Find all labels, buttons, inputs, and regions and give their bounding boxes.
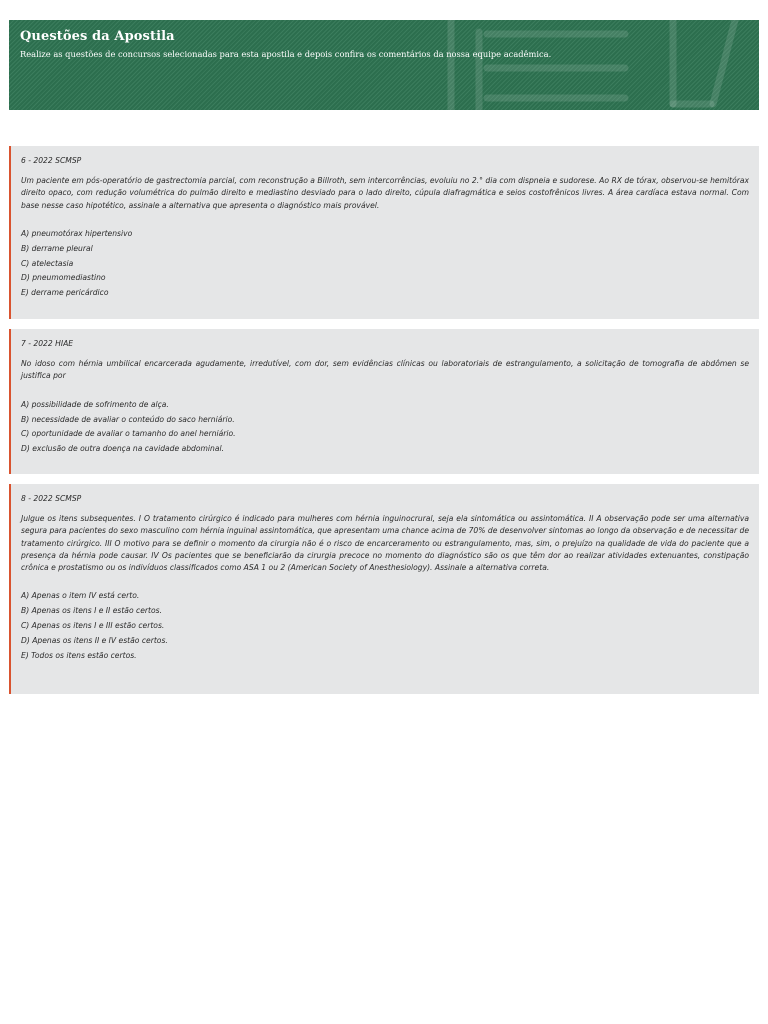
banner-decoration — [429, 20, 759, 110]
answer-option[interactable]: B) Apenas os itens I e II estão certos. — [21, 606, 162, 616]
answer-option[interactable]: C) oportunidade de avaliar o tamanho do anel herniário. — [21, 429, 236, 439]
answer-option[interactable]: A) pneumotórax hipertensivo — [21, 228, 133, 238]
question-statement: No idoso com hérnia umbilical encarcerada agudamente, irredutível, com dor, sem evidências clínicas ou laboratoriais de estrangulamento, a solicitação de tomografia de abdômen se justifica por — [21, 359, 749, 381]
question-card — [9, 146, 759, 319]
answer-option[interactable]: D) pneumomediastino — [21, 273, 106, 283]
answer-option[interactable]: D) exclusão de outra doença na cavidade abdominal. — [21, 444, 225, 454]
question-card — [9, 329, 759, 474]
answer-option[interactable]: B) derrame pleural — [21, 243, 93, 253]
page-title: Questões da Apostila — [20, 29, 175, 44]
question-statement: Julgue os itens subsequentes. I O tratamento cirúrgico é indicado para mulheres com hérnia inguinocrural, seja ela sintomática ou assintomática. II A observação pode ser uma alternativa segura para pacientes do sexo masculino com hérnia inguinal assintomática, que apresentam uma chance acima de 70% de desenvolver sintomas ao longo da observação e de necessitar de tratamento cirúrgico. III O motivo para se definir o momento da cirurgia não é o risco de encarceramento ou estrangulamento, mas, sim, o prejuízo na qualidade de vida do paciente que a presença da hérnia pode causar. IV Os pacientes que se beneficiarão da cirurgia precoce no momento do diagnóstico são os que têm dor ao realizar atividades extenuantes, constipação crônica e prostatismo ou os indivíduos classificados como ASA 1 ou 2 (American Society of Anesthesiology). Assinale a alternativa correta. — [21, 514, 749, 573]
answer-option[interactable]: C) Apenas os itens I e III estão certos. — [21, 621, 165, 630]
answer-option[interactable]: A) Apenas o item IV está certo. — [21, 591, 140, 601]
question-header: 7 - 2022 HIAE — [21, 339, 74, 348]
question-statement: Um paciente em pós-operatório de gastrectomia parcial, com reconstrução a Billroth, sem intercorrências, evoluiu no 2.° dia com dispneia e sudorese. Ao RX de tórax, observou-se hemitórax direito opaco, com redução volumétrica do pulmão direito e mediastino desviado para o lado direito, cúpula diafragmática e seios costofrênicos livres. A área cardíaca estava normal. Com base nesse caso hipotético, assinale a alternativa que apresenta o diagnóstico mais provável. — [21, 176, 749, 210]
answer-option[interactable]: D) Apenas os itens II e IV estão certos. — [21, 635, 168, 645]
question-header: 6 - 2022 SCMSP — [21, 156, 82, 165]
answer-option[interactable]: E) Todos os itens estão certos. — [21, 650, 137, 660]
question-header: 8 - 2022 SCMSP — [21, 494, 82, 503]
page-subtitle: Realize as questões de concursos selecionadas para esta apostila e depois confira os comentários da nossa equipe acadêmica. — [20, 49, 552, 59]
answer-option[interactable]: C) atelectasia — [21, 258, 74, 268]
answer-option[interactable]: B) necessidade de avaliar o conteúdo do saco herniário. — [21, 414, 235, 424]
question-card — [9, 484, 759, 694]
answer-option[interactable]: E) derrame pericárdico — [21, 288, 109, 298]
header-banner — [9, 20, 759, 110]
answer-option[interactable]: A) possibilidade de sofrimento de alça. — [21, 399, 169, 409]
